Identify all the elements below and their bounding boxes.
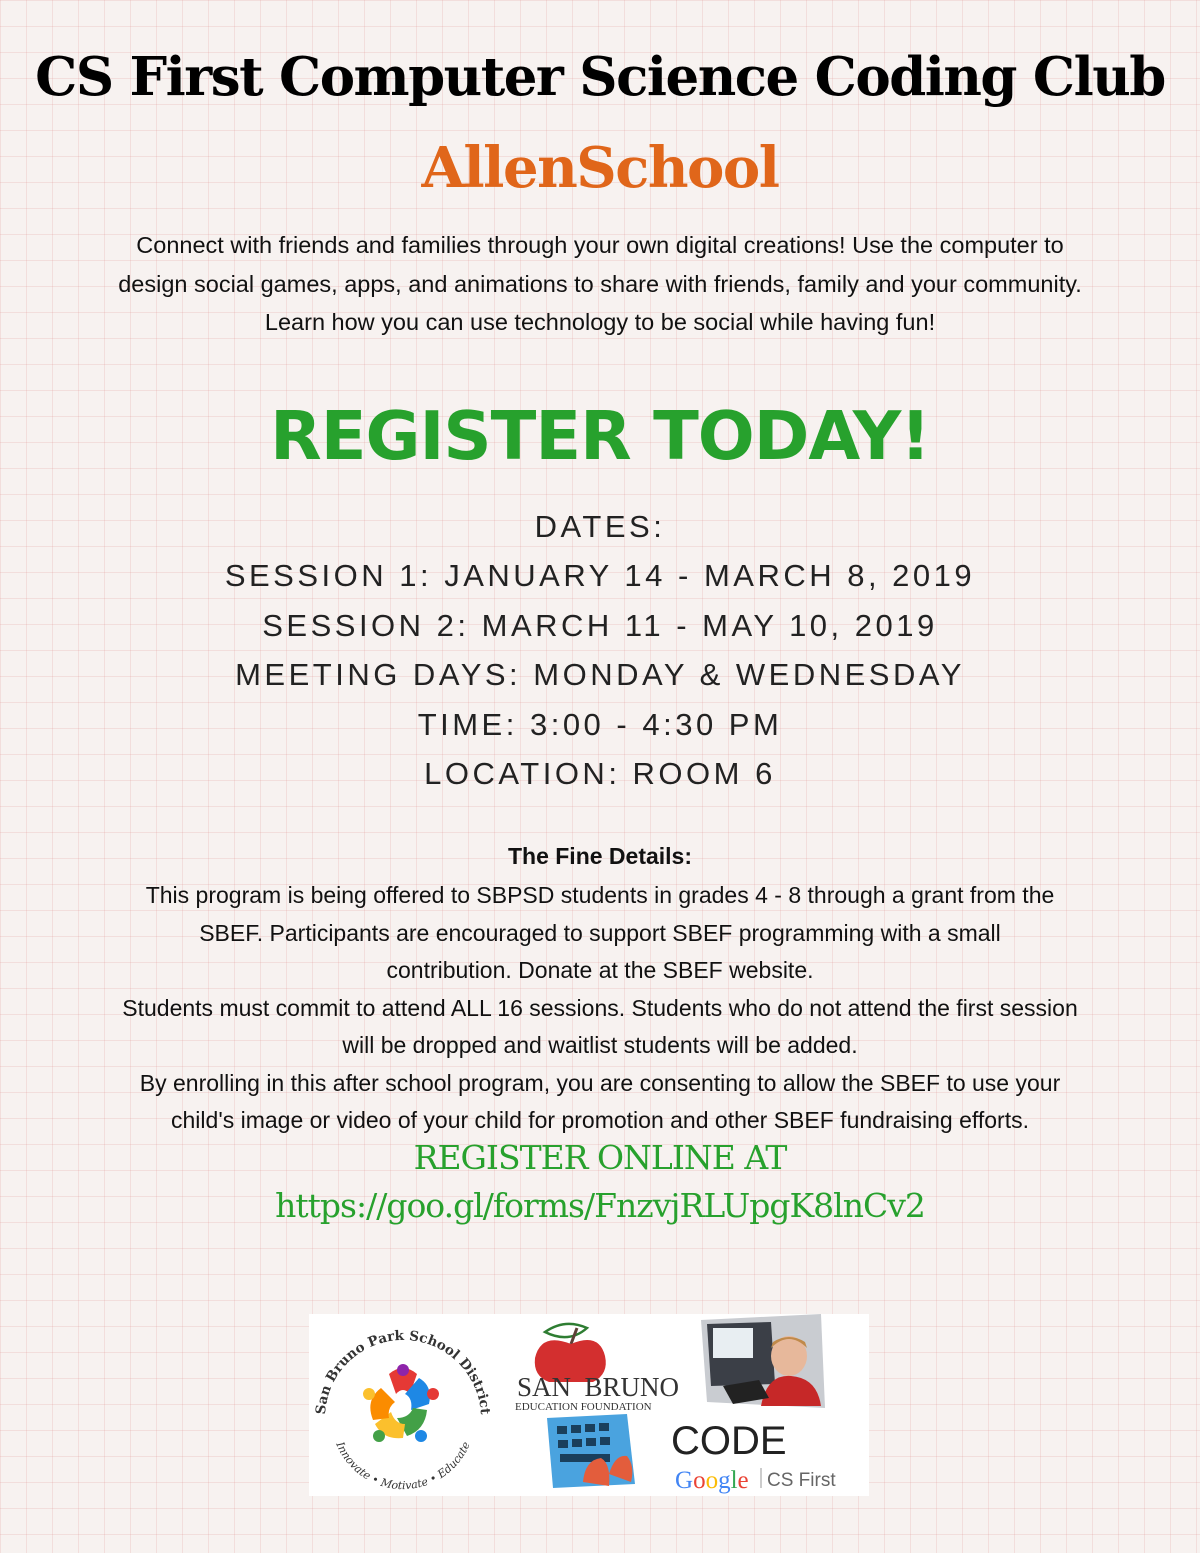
- intro-line: Connect with friends and families through your own digital creations! Use the computer to: [136, 232, 1064, 258]
- session-1: SESSION 1: JANUARY 14 - MARCH 8, 2019: [224, 558, 976, 594]
- intro-paragraph: [0, 226, 1200, 342]
- meeting-location: LOCATION: ROOM 6: [424, 756, 776, 792]
- school-name: AllenSchool: [421, 135, 779, 201]
- schedule-block: [0, 502, 1200, 798]
- register-online-block: [0, 1134, 1200, 1230]
- page-title: CS First Computer Science Coding Club: [35, 46, 1165, 108]
- fine-line: This program is being offered to SBPSD students in grades 4 - 8 through a grant from the: [145, 882, 1055, 908]
- google-letter: g: [718, 1467, 731, 1494]
- google-letter: o: [693, 1467, 706, 1494]
- register-online-label: REGISTER ONLINE AT: [413, 1138, 787, 1177]
- session-2: SESSION 2: MARCH 11 - MAY 10, 2019: [262, 607, 938, 643]
- fine-line: child's image or video of your child for promotion and other SBEF fundraising efforts.: [171, 1107, 1029, 1133]
- cs-first-label: CS First: [767, 1470, 836, 1491]
- district-logo: [313, 1328, 493, 1492]
- intro-line: Learn how you can use technology to be social while having fun!: [264, 309, 936, 335]
- foundation-name: SAN BRUNO: [517, 1372, 680, 1402]
- fine-details-title: The Fine Details:: [507, 843, 693, 869]
- sponsor-logos-art: [309, 1314, 869, 1496]
- intro-line: design social games, apps, and animations to share with friends, family and your community.: [118, 270, 1082, 297]
- keyboard-icon: [547, 1414, 635, 1488]
- foundation-logo: [515, 1324, 679, 1413]
- google-letter: e: [737, 1467, 749, 1494]
- fine-line: will be dropped and waitlist students will be added.: [342, 1032, 858, 1058]
- sponsor-logos: [309, 1314, 869, 1496]
- google-letter: G: [675, 1467, 694, 1494]
- meeting-time: TIME: 3:00 - 4:30 PM: [417, 706, 783, 742]
- fine-line: Students must commit to attend ALL 16 sessions. Students who do not attend the first session: [122, 994, 1078, 1021]
- leaf-icon: [545, 1324, 587, 1337]
- meeting-days: MEETING DAYS: MONDAY & WEDNESDAY: [235, 657, 965, 693]
- fine-line: contribution. Donate at the SBEF website.: [386, 957, 814, 983]
- code-google-logo: [671, 1419, 836, 1494]
- fine-details-text: [0, 877, 1200, 1140]
- child-photo: [701, 1314, 825, 1408]
- google-wordmark: [675, 1467, 749, 1494]
- star-people-icon: [363, 1364, 439, 1442]
- google-letter: l: [730, 1467, 738, 1494]
- code-label: CODE: [671, 1419, 787, 1463]
- register-today-heading: REGISTER TODAY!: [270, 397, 930, 475]
- google-letter: o: [705, 1467, 719, 1494]
- district-name: San Bruno Park School District: [312, 1327, 493, 1416]
- foundation-subtitle: EDUCATION FOUNDATION: [515, 1401, 652, 1413]
- fine-line: By enrolling in this after school program, you are consenting to allow the SBEF to use your: [139, 1069, 1061, 1096]
- registration-link[interactable]: https://goo.gl/forms/FnzvjRLUpgK8lnCv2: [275, 1186, 925, 1225]
- fine-line: SBEF. Participants are encouraged to support SBEF programming with a small: [199, 919, 1001, 946]
- district-motto: Innovate • Motivate • Educate: [333, 1439, 473, 1493]
- dates-label: DATES:: [534, 509, 666, 544]
